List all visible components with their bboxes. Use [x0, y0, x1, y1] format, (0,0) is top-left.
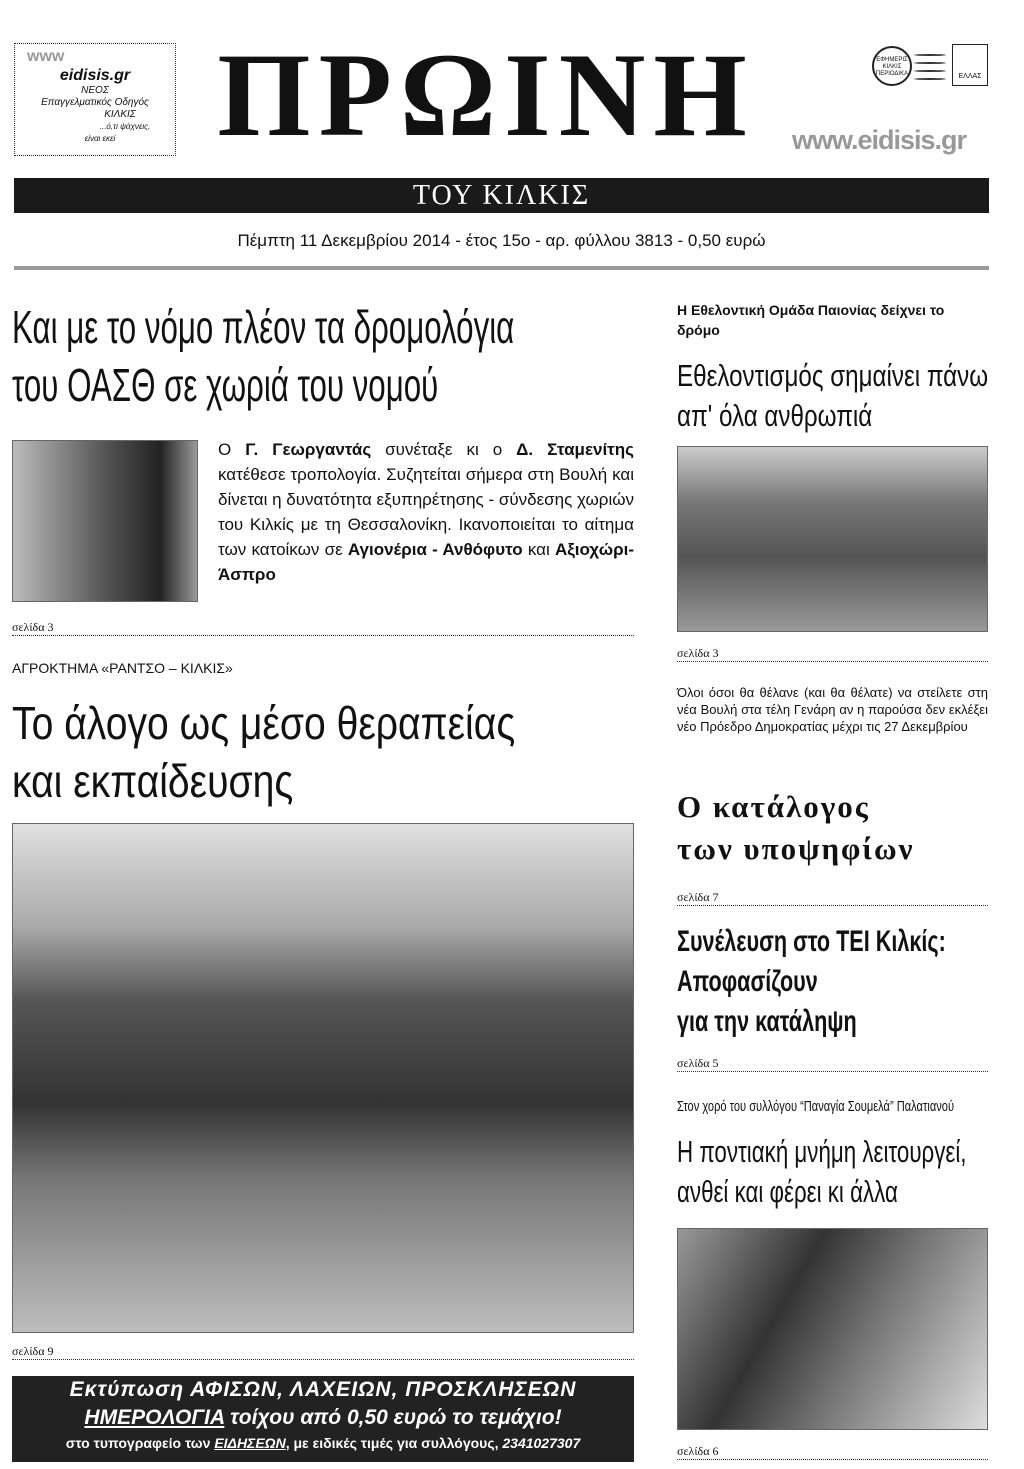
print-shop-ad[interactable]	[12, 1376, 634, 1462]
headline-line: Η ποντιακή μνήμη λειτουργεί,	[677, 1134, 967, 1169]
body-bold-text: Γ. Γεωργαντάς	[245, 440, 372, 459]
ad-www: www	[27, 48, 65, 65]
s2-page-ref[interactable]	[677, 890, 988, 906]
headline-line: Αποφασίζουν	[677, 965, 818, 998]
s3-page-ref[interactable]	[677, 1056, 988, 1072]
s1-kicker: Η Εθελοντική Ομάδα Παιονίας δείχνει το δρόμο	[677, 302, 945, 338]
page-ref: σελίδα 7	[677, 890, 719, 904]
headline-line: του ΟΑΣΘ σε χωριά του νομού	[12, 359, 439, 411]
s2-headline[interactable]	[677, 786, 915, 870]
story1-headline[interactable]	[12, 298, 634, 414]
s4-page-ref[interactable]	[677, 1444, 988, 1460]
ad-slogan: ...ό,τι ψάχνεις,	[99, 122, 151, 131]
story2-page-ref[interactable]	[12, 1344, 634, 1360]
s1-page-ref[interactable]	[677, 646, 988, 662]
s2-kicker: Όλοι όσοι θα θέλανε (και θα θέλατε) να στείλετε στη νέα Βουλή στα τέλη Γενάρη αν η παρούσα δεν εκλέξει νέο Πρόεδρο Δημοκρατίας μέχρι τις 27 Δεκεμβρίου	[677, 685, 988, 734]
headline-line: για την κατάληψη	[677, 1005, 857, 1038]
s4-kicker	[677, 1098, 1007, 1116]
headline-line: Συνέλευση στο ΤΕΙ Κιλκίς:	[677, 925, 946, 958]
body-text: κατέθεσε τροπολογία. Συζητείται σήμερα στη Βουλή και δίνεται η δυνατότητα εξυπηρέτησης - σύνδεσης χωριών του Κιλκίς με τη Θεσσαλονίκη. Ικανοποιείται το αίτημα των κατοίκων σε	[218, 465, 635, 559]
ad-line2	[12, 1404, 634, 1432]
story2-kicker: ΑΓΡΟΚΤΗΜΑ «ΡΑΝΤΣΟ – ΚΙΛΚΙΣ»	[12, 660, 233, 676]
pontic-dance-photo[interactable]	[677, 1228, 988, 1430]
ad-phone: 2341027307	[502, 1435, 581, 1451]
body-text: και	[522, 540, 555, 559]
body-bold-text: Αξιοχώρι-Άσπρο	[218, 540, 634, 584]
ad-text: στο τυπογραφείο των	[65, 1435, 215, 1451]
story2-headline[interactable]	[12, 694, 634, 810]
volunteers-photo[interactable]	[677, 446, 988, 632]
ad-line: Επαγγελματικός Οδηγός	[41, 97, 149, 108]
politician-photo[interactable]	[12, 440, 198, 602]
body-text: Ο	[218, 440, 246, 459]
ad-line1: Εκτύπωση ΑΦΙΣΩΝ, ΛΑΧΕΙΩΝ, ΠΡΟΣΚΛΗΣΕΩΝ	[69, 1378, 577, 1401]
story1-page-ref[interactable]	[12, 620, 634, 636]
headline-line: Εθελοντισμός σημαίνει πάνω	[677, 358, 989, 393]
ad-line: ΚΙΛΚΙΣ	[104, 109, 136, 120]
headline-line: ανθεί και φέρει κι άλλα	[677, 1174, 898, 1209]
page-ref: σελίδα 5	[677, 1056, 719, 1070]
s3-headline[interactable]	[677, 922, 1007, 1042]
kicker-text: Στον χορό του συλλόγου “Παναγία Σουμελά” Παλατιανού	[677, 1098, 955, 1115]
page-ref: σελίδα 6	[677, 1444, 719, 1458]
headline-line: Και με το νόμο πλέον τα δρομολόγια	[12, 301, 515, 353]
sidebar	[677, 0, 989, 1469]
page-ref: σελίδα 3	[677, 646, 719, 660]
ad-text: , με ειδικές τιμές για συλλόγους,	[285, 1435, 503, 1451]
story1-body	[218, 437, 634, 587]
headline-line: απ' όλα ανθρωπιά	[677, 398, 873, 433]
postage-stamp-icon: ΕΦΗΜΕΡΙΣ ΚΙΛΚΙΣ ΠΕΡΙΟΔΙΚΑ	[872, 46, 912, 86]
horse-therapy-photo[interactable]	[12, 823, 634, 1333]
s4-headline[interactable]	[677, 1132, 1007, 1212]
newspaper-title: ΠΡΩΙΝΗ	[217, 30, 755, 160]
page-ref: σελίδα 9	[12, 1344, 54, 1358]
page-ref: σελίδα 3	[12, 620, 54, 634]
website-link[interactable]: www.eidisis.gr	[792, 125, 967, 155]
ad-line: ΝΕΟΣ	[81, 85, 109, 96]
headline-line: Το άλογο ως μέσο θεραπείας	[12, 697, 516, 749]
ad-calendars: ΗΜΕΡΟΛΟΓΙΑ	[84, 1406, 225, 1429]
headline-line: των υποψηφίων	[677, 831, 915, 866]
ad-slogan: είναι εκεί	[84, 134, 116, 143]
ad-brand: ΕΙΔΗΣΕΩΝ	[214, 1435, 286, 1451]
headline-line: και εκπαίδευσης	[12, 755, 294, 807]
body-bold-text: Δ. Σταμενίτης	[516, 440, 634, 459]
subtitle: ΤΟΥ ΚΙΛΚΙΣ	[412, 180, 591, 211]
body-bold-text: Αγιονέρια - Ανθόφυτο	[347, 540, 523, 559]
hellenic-post-logo: ΕΛΛΑΣ	[952, 44, 988, 86]
ad-price: τοίχου από 0,50 ευρώ το τεμάχιο!	[224, 1406, 562, 1429]
dateline: Πέμπτη 11 Δεκεμβρίου 2014 - έτος 15ο - αρ. φύλλου 3813 - 0,50 ευρώ	[237, 231, 766, 250]
body-text: συνέταξε κι ο	[371, 440, 517, 459]
s1-headline[interactable]	[677, 356, 1007, 436]
ad-line3	[12, 1432, 634, 1454]
ad-site: eidisis.gr	[59, 67, 131, 84]
headline-line: Ο κατάλογος	[677, 789, 870, 824]
ad-box-eidisis[interactable]	[14, 43, 176, 156]
